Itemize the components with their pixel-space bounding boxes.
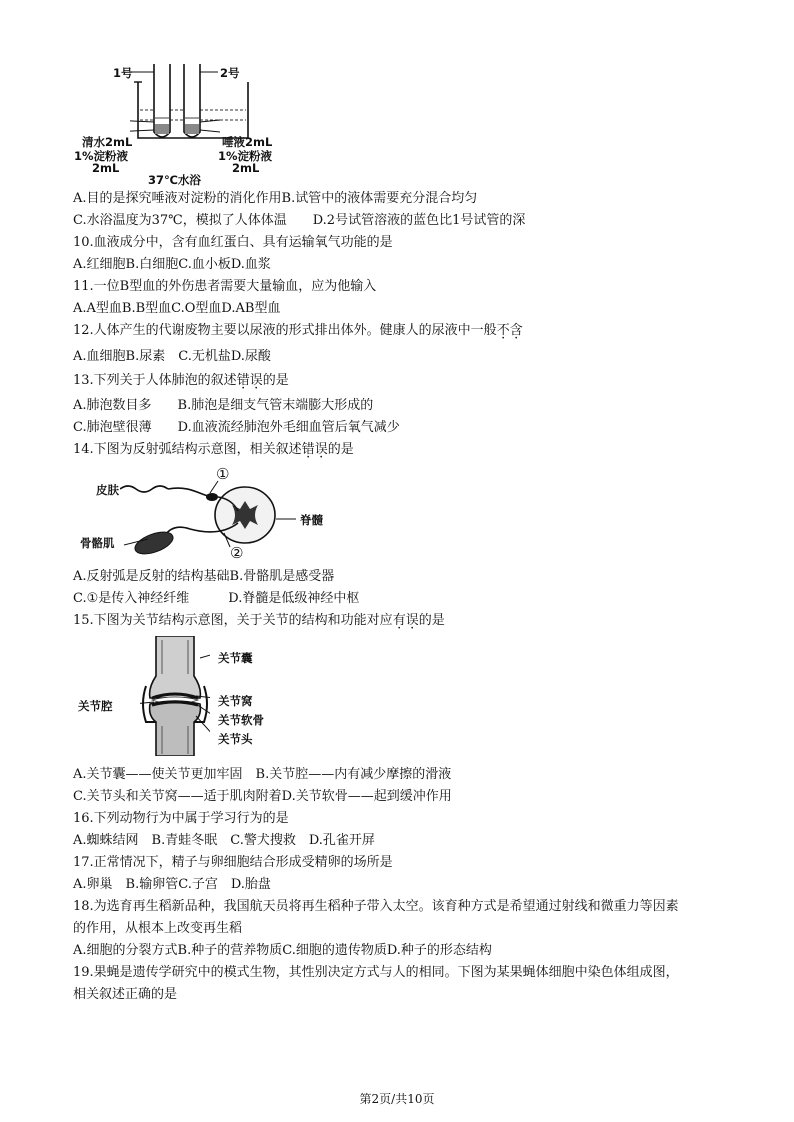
left-liquid-label: 清水2mL bbox=[82, 135, 133, 149]
left-starch-label: 1%淀粉液 bbox=[74, 149, 129, 163]
q16-stem: 16.下列动物行为中属于学习行为的是 bbox=[73, 811, 289, 826]
q19-stem-line1: 19.果蝇是遗传学研究中的模式生物，其性别决定方式与人的相同。下图为某果蝇体细胞中染色体组成图， bbox=[73, 965, 679, 980]
q15-stem-end: 的是 bbox=[418, 613, 445, 628]
q12-options: A.血细胞B.尿素 C.无机盐D.尿酸 bbox=[73, 349, 271, 364]
q10-options: A.红细胞B.白细胞C.血小板D.血浆 bbox=[73, 257, 271, 272]
q14-options-ab: A.反射弧是反射的结构基础B.骨骼肌是感受器 bbox=[73, 569, 335, 584]
q19-stem-line2: 相关叙述正确的是 bbox=[73, 987, 178, 1002]
tube1-label: 1号 bbox=[113, 66, 133, 80]
q13-stem bbox=[73, 372, 289, 390]
q14-options-cd: C.①是传入神经纤维 D.脊髓是低级神经中枢 bbox=[73, 591, 360, 606]
q14-stem-text: 14.下图为反射弧结构示意图，相关叙述 bbox=[73, 442, 302, 457]
skeletal-muscle-label: 骨骼肌 bbox=[80, 536, 115, 550]
q17-stem: 17.正常情况下，精子与卵细胞结合形成受精卵的场所是 bbox=[73, 855, 393, 870]
q18-stem-line2: 的作用，从根本上改变再生稻 bbox=[73, 921, 243, 936]
q13-emphasis-1: 错 bbox=[236, 373, 250, 388]
q13-options-ab: A.肺泡数目多 B.肺泡是细支气管末端膨大形成的 bbox=[73, 398, 374, 413]
joint-socket-label: 关节窝 bbox=[218, 694, 253, 708]
q12-stem-text: 12.人体产生的代谢废物主要以尿液的形式排出体外。健康人的尿液中一般 bbox=[73, 323, 497, 338]
q17-options: A.卵巢 B.输卵管C.子宫 D.胎盘 bbox=[73, 877, 271, 892]
joint-cavity-label: 关节腔 bbox=[78, 699, 113, 713]
mark-1: ① bbox=[216, 465, 230, 483]
q12-emphasis-1: 不 bbox=[496, 323, 510, 338]
joint-capsule-label: 关节囊 bbox=[218, 651, 253, 665]
q13-stem-end: 的是 bbox=[262, 373, 289, 388]
mark-2: ② bbox=[230, 544, 244, 562]
q9-options-ab: A.目的是探究唾液对淀粉的消化作用B.试管中的液体需要充分混合均匀 bbox=[73, 191, 478, 206]
q15-stem bbox=[73, 612, 445, 630]
q9-options-cd: C.水浴温度为37℃，模拟了人体体温 D.2号试管溶液的蓝色比1号试管的深 bbox=[73, 213, 526, 228]
q11-options: A.A型血B.B型血C.O型血D.AB型血 bbox=[73, 301, 281, 316]
q18-stem-line1: 18.为选育再生稻新品种，我国航天员将再生稻种子带入太空。该育种方式是希望通过射线和微重力等因素 bbox=[73, 899, 679, 914]
joint-cartilage-label: 关节软骨 bbox=[218, 713, 264, 727]
q16-options: A.蜘蛛结网 B.青蛙冬眠 C.警犬搜救 D.孔雀开屏 bbox=[73, 833, 375, 848]
q15-options-ab: A.关节囊——使关节更加牢固 B.关节腔——内有减少摩擦的滑液 bbox=[73, 767, 452, 782]
q12-stem bbox=[73, 322, 523, 340]
q11-stem: 11.一位B型血的外伤患者需要大量输血，应为他输入 bbox=[73, 279, 377, 294]
skin-label: 皮肤 bbox=[96, 483, 119, 497]
q15-options-cd: C.关节头和关节窝——适于肌肉附着D.关节软骨——起到缓冲作用 bbox=[73, 789, 452, 804]
water-bath-label: 37℃水浴 bbox=[148, 173, 201, 187]
tube2-label: 2号 bbox=[220, 66, 240, 80]
left-starch-amount: 2mL bbox=[92, 161, 120, 175]
q18-options: A.细胞的分裂方式B.种子的营养物质C.细胞的遗传物质D.种子的形态结构 bbox=[73, 943, 492, 958]
q14-emphasis-1: 错 bbox=[301, 442, 315, 457]
q12-emphasis-2: 含 bbox=[509, 323, 523, 338]
q15-stem-text: 15.下图为关节结构示意图，关于关节的结构和功能对应 bbox=[73, 613, 393, 628]
q15-emphasis-1: 有 bbox=[392, 613, 406, 628]
right-starch-label: 1%淀粉液 bbox=[218, 149, 273, 163]
q14-emphasis-2: 误 bbox=[314, 442, 328, 457]
q10-stem: 10.血液成分中，含有血红蛋白、具有运输氧气功能的是 bbox=[73, 235, 393, 250]
q13-emphasis-2: 误 bbox=[249, 373, 263, 388]
q13-stem-text: 13.下列关于人体肺泡的叙述 bbox=[73, 373, 237, 388]
joint-head-label: 关节头 bbox=[218, 732, 253, 746]
q15-emphasis-2: 误 bbox=[405, 613, 419, 628]
q14-stem bbox=[73, 441, 354, 459]
spinal-cord-label: 脊髓 bbox=[300, 513, 323, 527]
q14-stem-end: 的是 bbox=[327, 442, 354, 457]
right-liquid-label: 唾液2mL bbox=[222, 135, 273, 149]
page-footer: 第2页/共10页 bbox=[359, 1092, 435, 1106]
right-starch-amount: 2mL bbox=[232, 161, 260, 175]
joint-figure bbox=[140, 636, 210, 756]
q13-options-cd: C.肺泡壁很薄 D.血液流经肺泡外毛细血管后氧气减少 bbox=[73, 420, 400, 435]
